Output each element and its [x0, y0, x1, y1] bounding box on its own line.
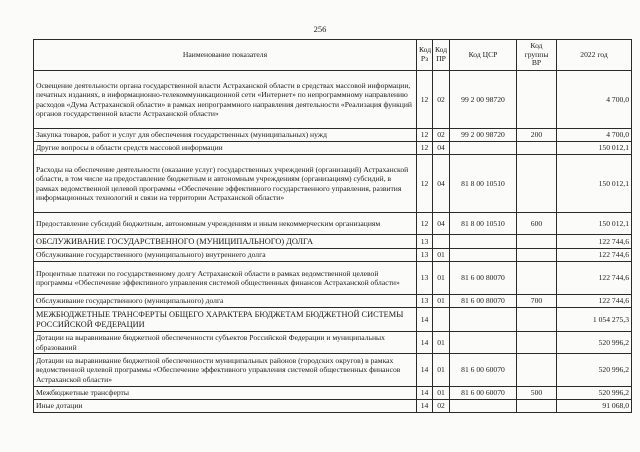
- row-vr: 200: [517, 129, 557, 142]
- row-pr: 01: [433, 249, 450, 262]
- row-amount: 150 012,1: [557, 155, 632, 213]
- row-rz: 13: [417, 235, 433, 249]
- row-vr: [517, 235, 557, 249]
- row-name: Освещение деятельности органа государственной власти Астраханской области в средствах массовой информации, печатных изданиях, в информационно-телекоммуникационной сети «Интернет» по непрограммному направлению расходов «Дума Астраханской области» в рамках непрограммного направления деятельности «Реализация функций органов государственной власти Астраханской области»: [34, 71, 417, 129]
- row-rz: 12: [417, 129, 433, 142]
- row-rz: 14: [417, 400, 433, 413]
- row-pr: 01: [433, 354, 450, 387]
- row-amount: 91 068,0: [557, 400, 632, 413]
- table-row: [34, 332, 632, 354]
- row-amount: 122 744,6: [557, 295, 632, 308]
- row-amount: 4 700,0: [557, 71, 632, 129]
- table-row: [34, 354, 632, 387]
- row-rz: 13: [417, 249, 433, 262]
- row-name: Другие вопросы в области средств массовой информации: [34, 142, 417, 155]
- row-csr: 99 2 00 98720: [450, 71, 517, 129]
- header-name: Наименование показателя: [34, 40, 417, 71]
- row-amount: 520 996,2: [557, 332, 632, 354]
- row-name: МЕЖБЮДЖЕТНЫЕ ТРАНСФЕРТЫ ОБЩЕГО ХАРАКТЕРА БЮДЖЕТАМ БЮДЖЕТНОЙ СИСТЕМЫ РОССИЙСКОЙ ФЕДЕРАЦИИ: [34, 308, 417, 332]
- table-row: [34, 400, 632, 413]
- row-csr: 81 6 00 80070: [450, 295, 517, 308]
- row-pr: [433, 235, 450, 249]
- row-csr: [450, 400, 517, 413]
- header-amount: 2022 год: [557, 40, 632, 71]
- table-row: [34, 295, 632, 308]
- row-csr: [450, 142, 517, 155]
- table-header-row: [34, 40, 632, 71]
- row-vr: 700: [517, 295, 557, 308]
- row-amount: 4 700,0: [557, 129, 632, 142]
- row-csr: [450, 332, 517, 354]
- header-rz: Код Рз: [417, 40, 433, 71]
- row-pr: [433, 308, 450, 332]
- table-row-section: [34, 235, 632, 249]
- table-row: [34, 262, 632, 295]
- row-rz: 13: [417, 262, 433, 295]
- row-rz: 14: [417, 308, 433, 332]
- row-csr: 81 6 00 60070: [450, 354, 517, 387]
- row-name: Межбюджетные трансферты: [34, 387, 417, 400]
- budget-table: [33, 39, 632, 413]
- row-csr: 81 6 00 80070: [450, 262, 517, 295]
- row-rz: 14: [417, 332, 433, 354]
- row-vr: [517, 155, 557, 213]
- table-row: [34, 155, 632, 213]
- row-pr: 01: [433, 262, 450, 295]
- row-vr: [517, 308, 557, 332]
- row-name: Закупка товаров, работ и услуг для обеспечения государственных (муниципальных) нужд: [34, 129, 417, 142]
- row-rz: 12: [417, 142, 433, 155]
- row-vr: 500: [517, 387, 557, 400]
- row-name: Обслуживание государственного (муниципального) долга: [34, 295, 417, 308]
- row-pr: 01: [433, 387, 450, 400]
- table-row: [34, 213, 632, 235]
- row-name: Обслуживание государственного (муниципального) внутреннего долга: [34, 249, 417, 262]
- row-amount: 150 012,1: [557, 213, 632, 235]
- row-amount: 150 012,1: [557, 142, 632, 155]
- table-row: [34, 129, 632, 142]
- row-vr: [517, 71, 557, 129]
- row-amount: 122 744,6: [557, 262, 632, 295]
- header-csr: Код ЦСР: [450, 40, 517, 71]
- row-vr: 600: [517, 213, 557, 235]
- row-rz: 12: [417, 71, 433, 129]
- row-amount: 520 996,2: [557, 354, 632, 387]
- table-row: [34, 249, 632, 262]
- table-row: [34, 71, 632, 129]
- row-amount: 520 996,2: [557, 387, 632, 400]
- row-name: Расходы на обеспечение деятельности (оказание услуг) государственных учреждений (организаций) Астраханской области, в том числе на предоставление бюджетным и автономным учреждениям (организациям) субсидий, в рамках ведомственной целевой программы «Обеспечение эффективного государственного управления, развития информационных технологий и связи на территории Астраханской области»: [34, 155, 417, 213]
- row-vr: [517, 400, 557, 413]
- table-row: [34, 142, 632, 155]
- row-vr: [517, 249, 557, 262]
- row-name: Иные дотации: [34, 400, 417, 413]
- row-rz: 12: [417, 213, 433, 235]
- row-pr: 01: [433, 332, 450, 354]
- row-vr: [517, 262, 557, 295]
- row-name: ОБСЛУЖИВАНИЕ ГОСУДАРСТВЕННОГО (МУНИЦИПАЛЬНОГО) ДОЛГА: [34, 235, 417, 249]
- row-csr: 81 6 00 60070: [450, 387, 517, 400]
- row-amount: 1 054 275,3: [557, 308, 632, 332]
- row-pr: 02: [433, 400, 450, 413]
- row-name: Процентные платежи по государственному долгу Астраханской области в рамках ведомственной целевой программы «Обеспечение эффективного управления системой общественных финансов Астраханской области»: [34, 262, 417, 295]
- row-pr: 01: [433, 295, 450, 308]
- row-rz: 14: [417, 354, 433, 387]
- row-amount: 122 744,6: [557, 235, 632, 249]
- row-csr: 81 8 00 10510: [450, 155, 517, 213]
- row-rz: 14: [417, 387, 433, 400]
- row-pr: 02: [433, 71, 450, 129]
- page-number: 256: [313, 24, 327, 34]
- row-rz: 13: [417, 295, 433, 308]
- row-amount: 122 744,6: [557, 249, 632, 262]
- row-csr: 81 8 00 10510: [450, 213, 517, 235]
- row-name: Дотации на выравнивание бюджетной обеспеченности муниципальных районов (городских округов) в рамках ведомственной целевой программы «Обеспечение эффективного управления системой общественных финансов Астраханской области»: [34, 354, 417, 387]
- row-csr: [450, 308, 517, 332]
- row-csr: [450, 249, 517, 262]
- row-vr: [517, 142, 557, 155]
- row-pr: 04: [433, 142, 450, 155]
- row-vr: [517, 354, 557, 387]
- row-vr: [517, 332, 557, 354]
- row-pr: 04: [433, 155, 450, 213]
- row-csr: [450, 235, 517, 249]
- table-row-section: [34, 308, 632, 332]
- header-pr: Код ПР: [433, 40, 450, 71]
- table-row: [34, 387, 632, 400]
- row-name: Предоставление субсидий бюджетным, автономным учреждениям и иным некоммерческим организациям: [34, 213, 417, 235]
- row-pr: 02: [433, 129, 450, 142]
- row-pr: 04: [433, 213, 450, 235]
- header-vr: Код группы ВР: [517, 40, 557, 71]
- row-csr: 99 2 00 98720: [450, 129, 517, 142]
- row-name: Дотации на выравнивание бюджетной обеспеченности субъектов Российской Федерации и муниципальных образований: [34, 332, 417, 354]
- row-rz: 12: [417, 155, 433, 213]
